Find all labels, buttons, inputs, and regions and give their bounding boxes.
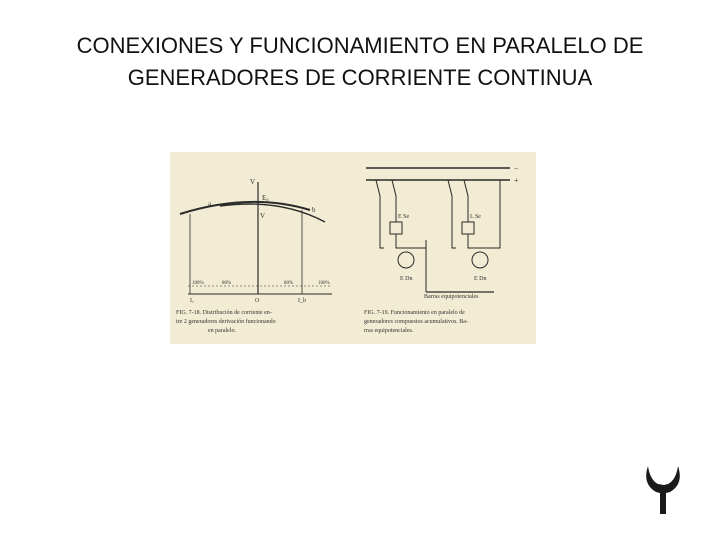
fig18-label-e0: E₀	[262, 194, 269, 202]
fig19-right-switch-2	[464, 180, 468, 196]
fig18-label-v: V	[260, 212, 266, 220]
fig19-field-se-left: E Se	[398, 214, 410, 220]
fig19-left-switch-1	[376, 180, 380, 196]
fig18-caption-line-1: FIG. 7-18. Distribución de corriente en-	[176, 310, 272, 316]
fig18-caption-line-2: tre 2 generadores derivación funcionando	[176, 319, 276, 325]
fig19-field-dn-left: E Dn	[400, 276, 413, 282]
fig19-right-armature	[472, 252, 488, 268]
fig19-caption-line-3: rras equipotenciales.	[364, 328, 414, 334]
fig18-curve-b	[220, 204, 325, 222]
fig19-right-switch-1	[448, 180, 452, 196]
fig18-label-ib: I_b	[298, 298, 306, 304]
fig18-caption-line-3: en paralelo.	[208, 328, 236, 334]
fig18-label-a: a	[208, 200, 212, 208]
fig18-label-100-left: 100%	[192, 281, 204, 286]
fig18-label-o: O	[255, 298, 260, 304]
fig19-minus-sign: −	[514, 164, 519, 173]
logo-icon	[640, 462, 688, 518]
fig19-plus-sign: +	[514, 176, 519, 185]
fig18-label-b: b	[312, 206, 316, 214]
fig18-label-v-top: V	[250, 178, 256, 186]
fig18-label-80-left: 80%	[222, 281, 232, 286]
figure-7-19	[366, 168, 510, 292]
title-line-1: CONEXIONES Y FUNCIONAMIENTO EN PARALELO DE	[76, 33, 644, 58]
fig19-busbar-label: Barras equipotenciales	[424, 294, 479, 300]
fig19-left-armature	[398, 252, 414, 268]
fig19-left-switch-2	[392, 180, 396, 196]
fig19-field-se-right: L Se	[470, 214, 481, 220]
fig18-label-80-right: 80%	[284, 281, 294, 286]
slide-title	[20, 30, 700, 94]
scanned-figures	[170, 152, 536, 344]
fig19-caption-line-2: generadores compuestos acumulativos. Ba-	[364, 319, 468, 325]
fig18-label-100-right: 100%	[318, 281, 330, 286]
fig19-caption-line-1: FIG. 7-19. Funcionamiento en paralelo de	[364, 310, 465, 316]
figure-7-18	[180, 182, 332, 294]
fig19-right-series-field	[462, 222, 474, 234]
fig19-left-series-field	[390, 222, 402, 234]
fig18-label-ia: Iₐ	[190, 298, 194, 304]
fig19-field-dn-right: E Dn	[474, 276, 487, 282]
fig19-left-wiring	[380, 196, 426, 248]
figures-svg	[170, 152, 536, 344]
title-line-2: GENERADORES DE CORRIENTE CONTINUA	[127, 65, 593, 90]
